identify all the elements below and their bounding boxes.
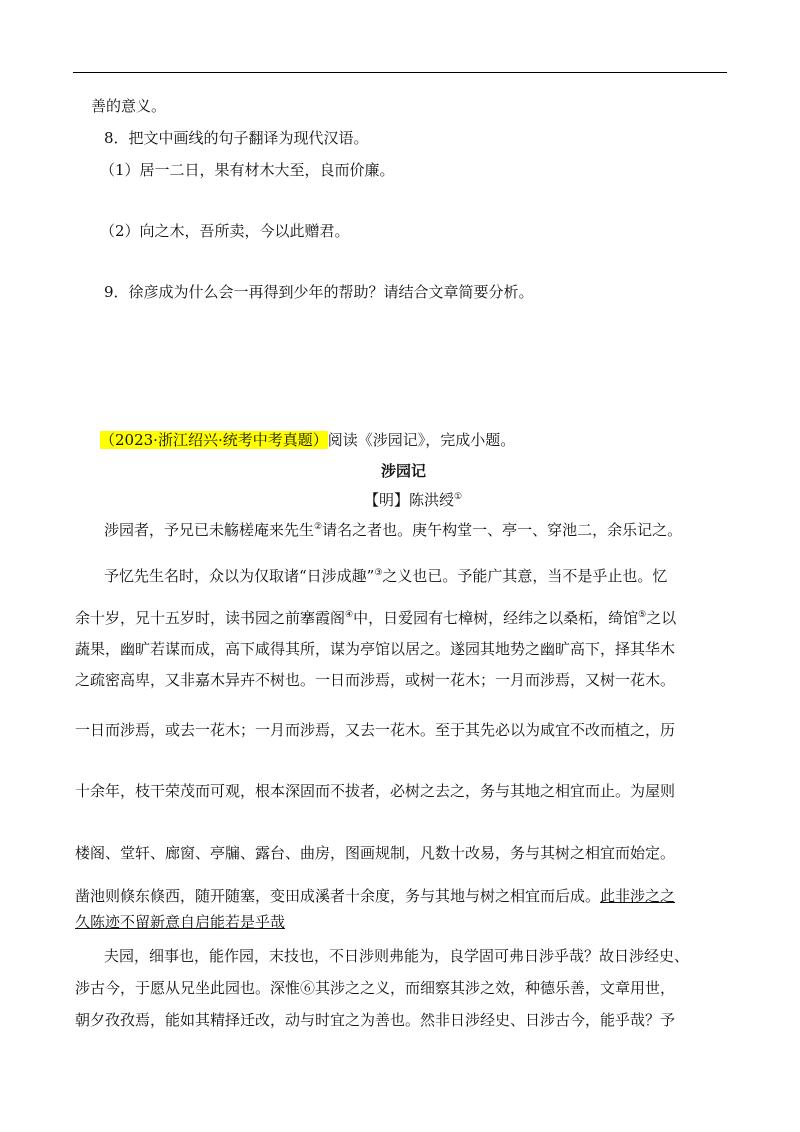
passage-author <box>364 490 462 510</box>
passage-line-5: 之疏密高卑，又非嘉木异卉不树也。一日而涉焉，或树一花木；一月而涉焉，又树一花木。 <box>75 671 676 689</box>
text-run: 中，日爱园有七樟树，经纬之以桑柘，绮馆 <box>353 609 639 627</box>
previous-text-tail: 善的意义。 <box>91 97 167 115</box>
passage-line-8: 楼阁、堂轩、廊窗、亭牖、露台、曲房，图画规制，凡数十改易，务与其树之相宜而始定。 <box>75 844 676 862</box>
passage-line-13: 朝夕孜孜焉，能如其精择迁改，动与时宜之为善也。然非日涉经史、日涉古今，能乎哉？予 <box>75 1011 676 1029</box>
underlined-sentence-start: 此非涉之之 <box>600 887 676 905</box>
text-run: 余十岁，兄十五岁时，读书园之前搴霞阁 <box>75 609 346 627</box>
author-name: 【明】陈洪绶 <box>364 491 455 509</box>
passage-line-6: 一日而涉焉，或去一花木；一月而涉焉，又去一花木。至于其先必以为咸宜不改而植之，历 <box>75 721 676 739</box>
section-instruction: 阅读《涉园记》，完成小题。 <box>327 431 516 449</box>
underlined-sentence-end: 久陈迹不留新意自启能若是乎哉 <box>75 913 286 931</box>
passage-title: 涉园记 <box>381 462 427 480</box>
passage-line-11: 夫园，细事也，能作园，末技也，不日涉则弗能为，良学固可弗日涉乎哉？故日涉经史、 <box>104 947 690 965</box>
passage-line-9 <box>75 886 675 906</box>
header-rule <box>73 72 727 73</box>
passage-line-10 <box>75 912 285 932</box>
text-run: 凿池则倏东倏西，随开随塞，变田成溪者十余度，务与其地与树之相宜而后成。 <box>75 887 601 905</box>
author-footnote-mark: ① <box>454 492 463 502</box>
source-tag: （2023·浙江绍兴·统考中考真题） <box>100 431 328 449</box>
section-heading <box>100 430 515 450</box>
text-run: 涉园者，予兄已未觞槎庵来先生 <box>104 521 315 539</box>
footnote-mark-4: ④ <box>345 610 354 620</box>
passage-line-7: 十余年，枝干荣茂而可观，根本深固而不拔者，必树之去之，务与其地之相宜而止。为屋则 <box>75 782 676 800</box>
question-8-item-2: （2）向之木，吾所卖，今以此赠君。 <box>100 222 350 240</box>
footnote-mark-3: ③ <box>374 568 383 578</box>
footnote-mark-2: ② <box>314 522 323 532</box>
question-9: 9．徐彦成为什么会一再得到少年的帮助？请结合文章简要分析。 <box>104 283 534 301</box>
passage-line-3 <box>75 608 676 628</box>
question-8-item-1: （1）居一二日，果有材木大至，良而价廉。 <box>100 161 395 179</box>
footnote-mark-5: ⑤ <box>638 610 647 620</box>
passage-line-12: 涉古今，于愿从兄坐此园也。深惟⑥其涉之之义，而细察其涉之效，种德乐善，文章用世， <box>75 979 676 997</box>
text-run: 之义也已。予能广其意，当不是乎止也。忆 <box>382 567 668 585</box>
passage-line-1 <box>104 520 682 540</box>
text-run: 予忆先生名时，众以为仅取诸“日涉成趣” <box>104 567 375 585</box>
text-run: 之以 <box>646 609 677 627</box>
question-8: 8．把文中画线的句子翻译为现代汉语。 <box>104 129 369 147</box>
passage-line-2 <box>104 566 667 586</box>
text-run: 请名之者也。庚午构堂一、亭一、穿池二，余乐记之。 <box>322 521 683 539</box>
passage-line-4: 蔬果，幽旷若谋而成，高下咸得其所，谋为亭馆以居之。遂园其地势之幽旷高下，择其华木 <box>75 640 676 658</box>
